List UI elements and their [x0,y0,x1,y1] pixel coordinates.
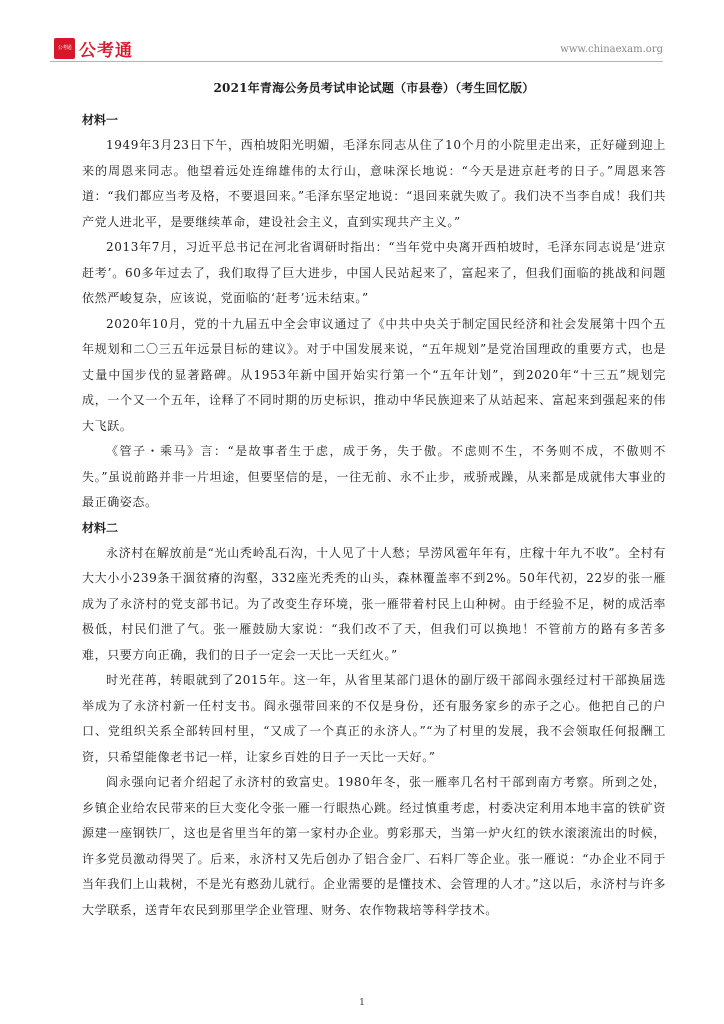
site-url[interactable]: www.chinaexam.org [560,44,663,55]
logo[interactable] [54,36,133,61]
document-body [82,76,666,923]
document-title: 2021年青海公务员考试申论试题（市县卷）（考生回忆版） [213,81,535,95]
page-header [50,34,663,64]
section-heading: 材料二 [82,520,119,535]
section-material-2 [82,516,666,924]
logo-text: 公考通 [79,41,133,61]
paragraph: 时光荏苒，转眼就到了2015年。这一年，从省里某部门退休的副厅级干部阎永强经过村干部换届选举成为了永济村新一任村支书。阎永强带回来的不仅是身份，还有服务家乡的赤子之心。他把自己的户口、党组织关系全部转回村里，“又成了一个真正的永济人。”“为了村里的发展，我不会领取任何报酬工资，只希望能像老书记一样，让家乡百姓的日子一天比一天好。” [82,673,666,764]
paragraph: 1949年3月23日下午，西柏坡阳光明媚，毛泽东同志从住了10个月的小院里走出来，正好碰到迎上来的周恩来同志。他望着远处连绵雄伟的太行山，意味深长地说：“今天是进京赶考的日子。”周恩来答道：“我们都应当考及格，不要退回来。”毛泽东坚定地说：“退回来就失败了。我们决不当李自成！我们共产党人进北平，是要继续革命，建设社会主义，直到实现共产主义。” [82,138,666,229]
header-divider [50,61,663,62]
logo-badge-icon: 公考通 [54,38,75,59]
section-heading: 材料一 [82,113,119,127]
paragraph: 2013年7月，习近平总书记在河北省调研时指出：“当年党中央离开西柏坡时，毛泽东同志说是‘进京赶考’。60多年过去了，我们取得了巨大进步，中国人民站起来了，富起来了，但我们面临的挑战和问题依然严峻复杂，应该说，党面临的‘赶考’远未结束。” [82,240,666,305]
paragraph: 阎永强向记者介绍起了永济村的致富史。1980年冬，张一雁率几名村干部到南方考察。所到之处，乡镇企业给农民带来的巨大变化令张一雁一行眼热心跳。经过慎重考虑，村委决定利用本地丰富的铁矿资源建一座钢铁厂，这也是省里当年的第一家村办企业。剪彩那天，当第一炉火红的铁水滚滚流出的时候，许多党员激动得哭了。后来，永济村又先后创办了铝合金厂、石料厂等企业。张一雁说：“办企业不同于当年我们上山栽树，不是光有憨劲儿就行。企业需要的是懂技术、会管理的人才。”这以后，永济村与许多大学联系，送青年农民到那里学企业管理、财务、农作物栽培等科学技术。 [82,775,666,917]
paragraph: 《管子・乘马》言：“是故事者生于虑，成于务，失于傲。不虑则不生，不务则不成，不傲则不失。”虽说前路并非一片坦途，但要坚信的是，一往无前、永不止步，戒骄戒躁，从来都是成就伟大事业的最正确姿态。 [82,444,666,509]
section-material-1 [82,108,666,516]
paragraph: 2020年10月，党的十九届五中全会审议通过了《中共中央关于制定国民经济和社会发展第十四个五年规划和二〇三五年远景目标的建议》。对于中国发展来说，“五年规划”是党治国理政的重要方式，也是丈量中国步伐的显著路碑。从1953年新中国开始实行第一个“五年计划”，到2020年“十三五”规划完成，一个又一个五年，诠释了不同时期的历史标识，推动中华民族迎来了从站起来、富起来到强起来的伟大飞跃。 [82,316,666,433]
page-number: 1 [359,998,365,1008]
paragraph: 永济村在解放前是“光山秃岭乱石沟，十人见了十人愁；旱涝风雹年年有，庄稼十年九不收”。全村有大大小小239条干涸贫瘠的沟壑，332座光秃秃的山头，森林覆盖率不到2%。50年代初，22岁的张一雁成为了永济村的党支部书记。为了改变生存环境，张一雁带着村民上山种树。由于经验不足，树的成活率极低，村民们泄了气。张一雁鼓励大家说：“我们改不了天，但我们可以换地！不管前方的路有多苦多难，只要方向正确，我们的日子一定会一天比一天红火。” [82,545,666,662]
